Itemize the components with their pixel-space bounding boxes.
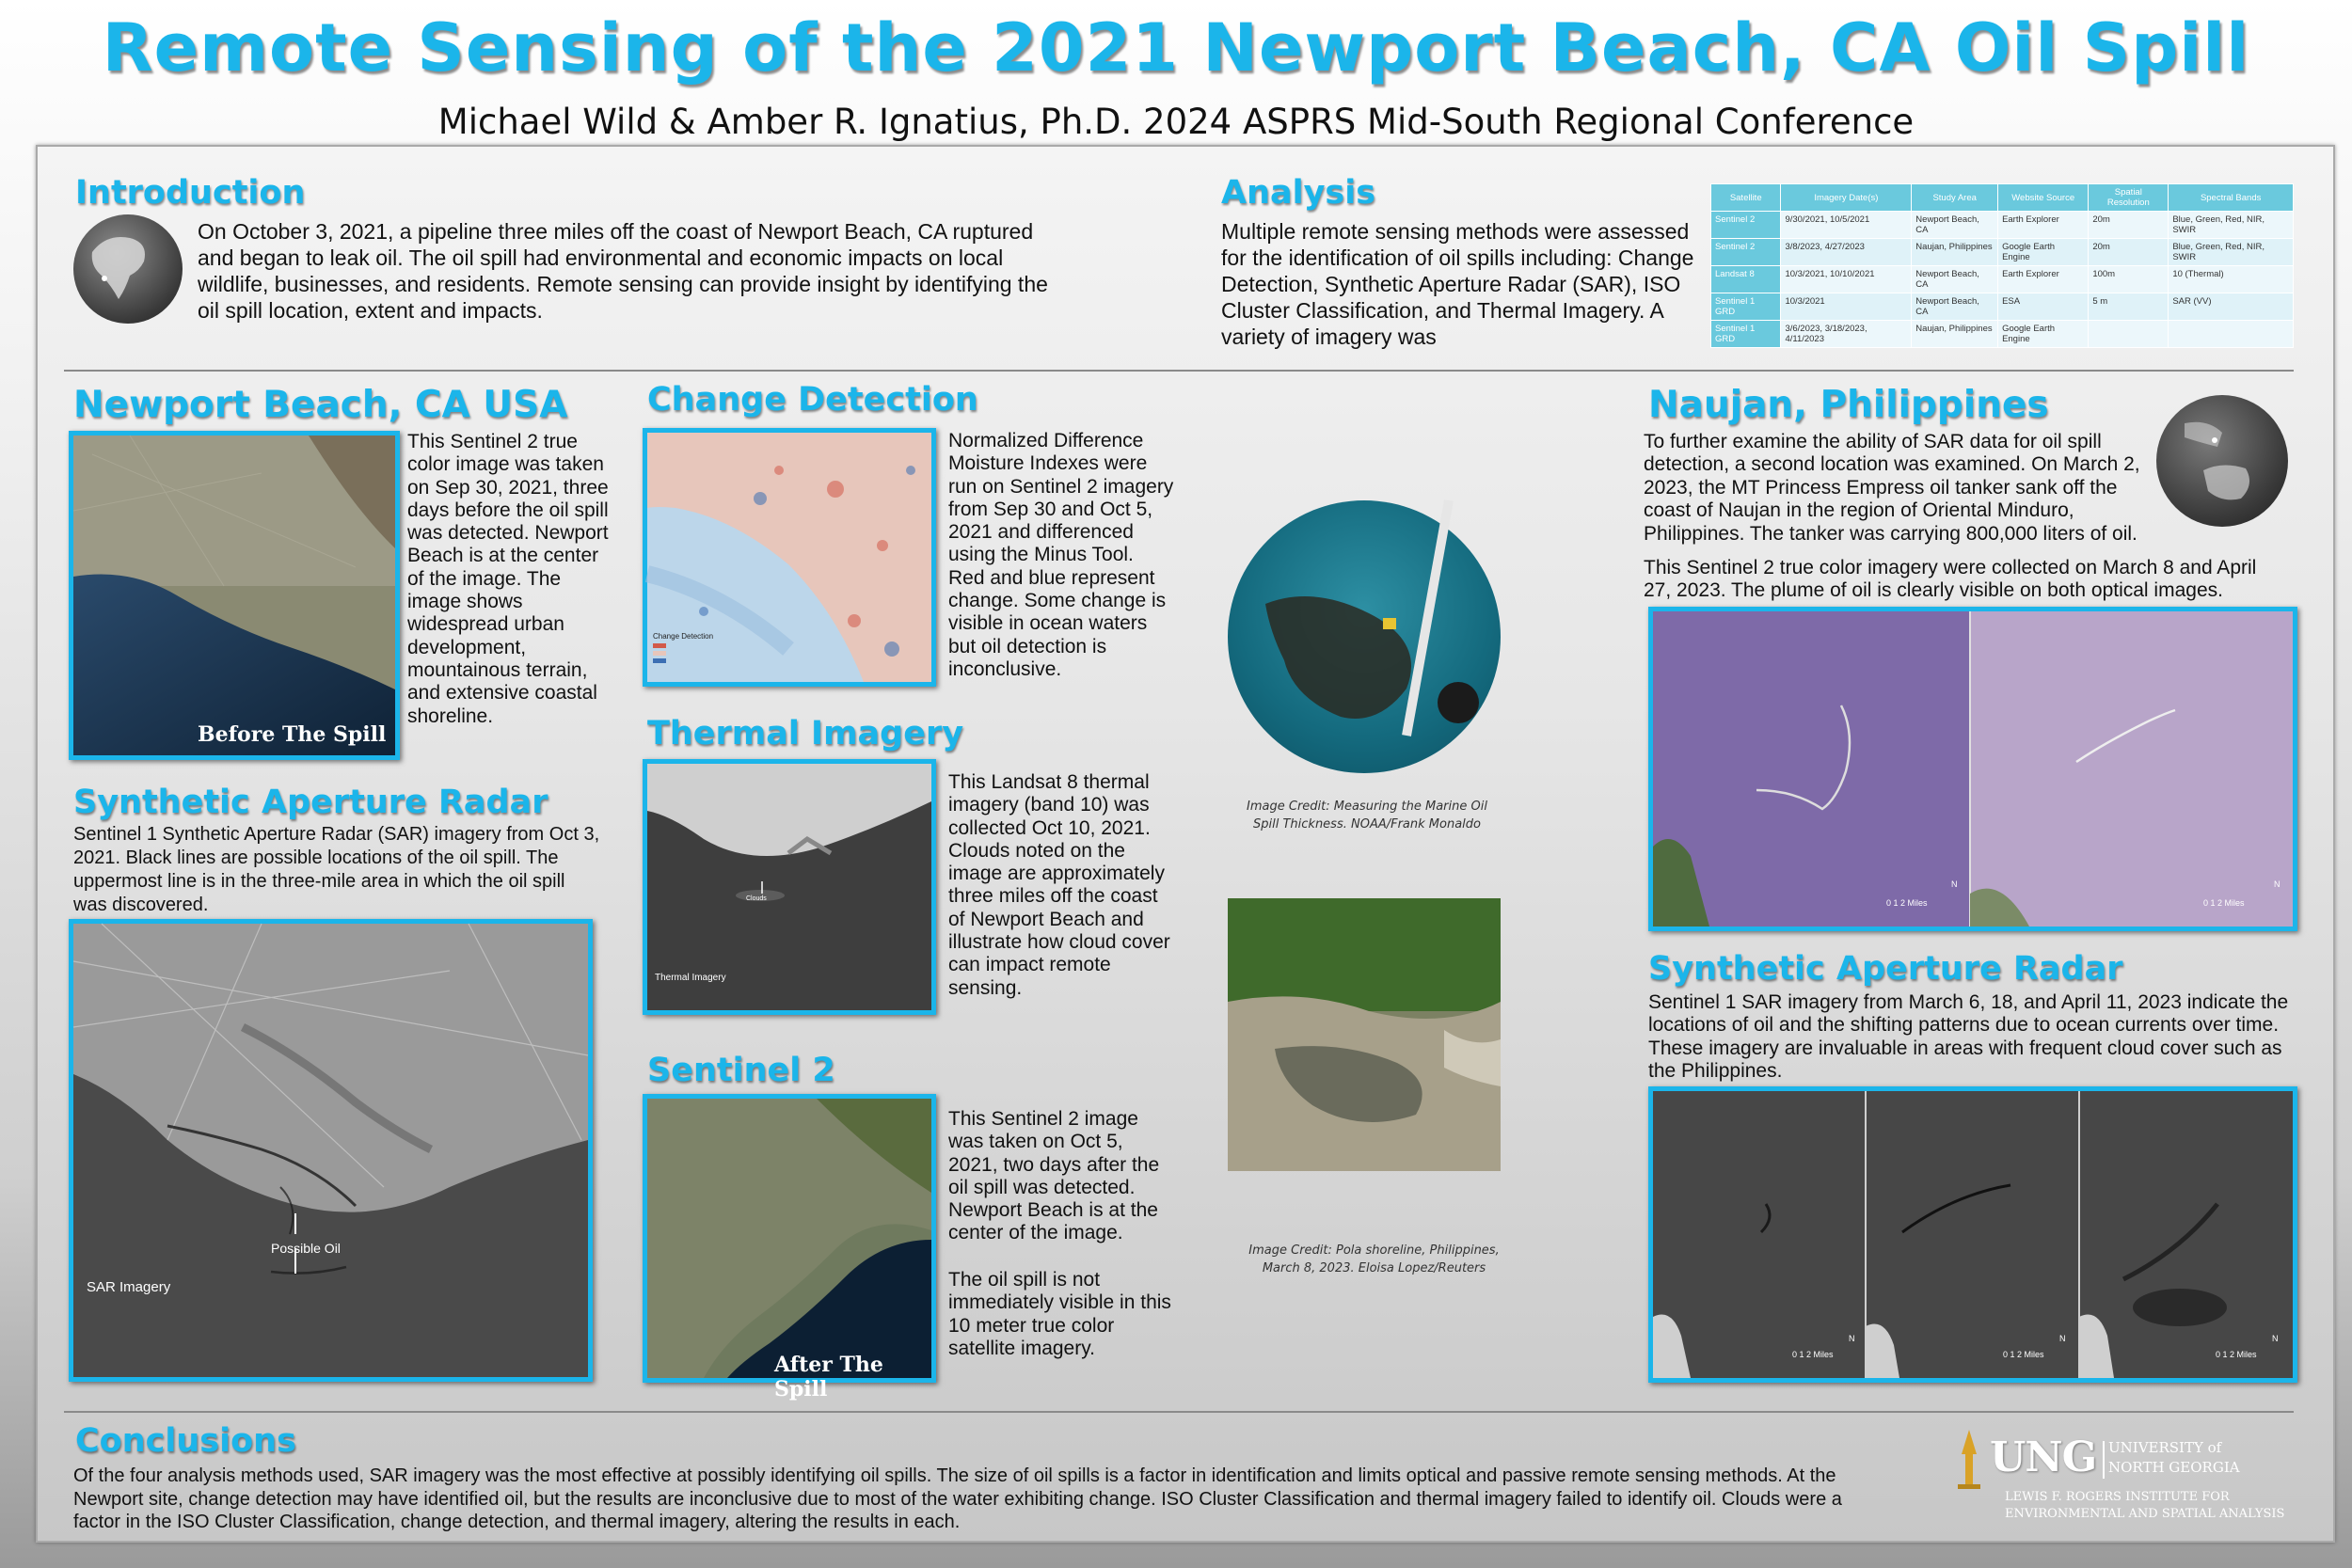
table-cell: 20m: [2089, 239, 2169, 266]
naujan-scale-2: 0 1 2 Miles: [2203, 898, 2245, 908]
sentinel2-text-2: The oil spill is not immediately visible in this 10 meter true color satellite imagery.: [948, 1269, 1171, 1359]
institute-line2: ENVIRONMENTAL AND SPATIAL ANALYSIS: [2005, 1507, 2285, 1521]
table-row: [1711, 239, 2294, 266]
sar-left-text: Sentinel 1 Synthetic Aperture Radar (SAR) imagery from Oct 3, 2021. Black lines are possible locations of the oil spill. The uppermost line is in the three-mile area in which the oil spill was discovered.: [73, 824, 600, 915]
divider-top: [64, 370, 2294, 372]
table-cell: [2169, 321, 2294, 348]
before-the-spill-label: Before The Spill: [198, 722, 387, 747]
photo-caption-2: Image Credit: Pola shoreline, Philippines, March 8, 2023. Eloisa Lopez/Reuters: [1248, 1243, 1500, 1275]
ung-univ-line2: NORTH GEORGIA: [2108, 1459, 2240, 1476]
table-header-cell: Study Area: [1912, 184, 1998, 212]
change-legend-title: Change Detection: [653, 632, 714, 641]
table-header-cell: Imagery Date(s): [1781, 184, 1912, 212]
change-detection-image: [643, 428, 936, 687]
thermal-image-label: Thermal Imagery: [655, 973, 726, 983]
logo-divider: [2103, 1441, 2105, 1479]
sar-right-north-3: N: [2272, 1334, 2279, 1343]
table-cell: Newport Beach, CA: [1912, 293, 1998, 321]
table-row: [1711, 321, 2294, 348]
table-header-cell: Spatial Resolution: [2089, 184, 2169, 212]
naujan-north-2: N: [2274, 879, 2280, 889]
sar-right-scale-1: 0 1 2 Miles: [1792, 1350, 1834, 1359]
table-cell: 20m: [2089, 212, 2169, 239]
thermal-text: This Landsat 8 thermal imagery (band 10) was collected Oct 10, 2021. Clouds noted on the image are approximately three miles off the coast of Newport Beach and illustrate how cloud cover can impact remote sensing.: [948, 771, 1170, 999]
globe-north-america: [73, 214, 183, 324]
sar-right-scale-3: 0 1 2 Miles: [2216, 1350, 2257, 1359]
table-cell: Newport Beach, CA: [1912, 266, 1998, 293]
intro-heading: Introduction: [75, 174, 306, 212]
newport-heading: Newport Beach, CA USA: [73, 384, 568, 426]
table-cell: 5 m: [2089, 293, 2169, 321]
table-cell: 3/6/2023, 3/18/2023, 4/11/2023: [1781, 321, 1912, 348]
intro-text: On October 3, 2021, a pipeline three miles off the coast of Newport Beach, CA ruptured and began to leak oil. The oil spill had environmental and economic impacts on local wildlife, businesses, and residents. Remote sensing can provide insight by identifying the oil spill location, extent and impacts.: [198, 219, 1048, 323]
sar-right-text: Sentinel 1 SAR imagery from March 6, 18, and April 11, 2023 indicate the locations of oil and the shifting patterns due to ocean currents over time. These imagery are invaluable in areas with frequent cloud cover such as the Philippines.: [1648, 991, 2289, 1083]
sentinel2-text-1: This Sentinel 2 image was taken on Oct 5, 2021, two days after the oil spill was detected. Newport Beach is at the center of the image.: [948, 1108, 1160, 1244]
sar-left-image: [69, 919, 593, 1382]
sar-right-scale-2: 0 1 2 Miles: [2003, 1350, 2044, 1359]
table-cell: 3/8/2023, 4/27/2023: [1781, 239, 1912, 266]
table-header-cell: Website Source: [1998, 184, 2089, 212]
poster-subtitle: Michael Wild & Amber R. Ignatius, Ph.D. 2024 ASPRS Mid-South Regional Conference: [437, 102, 1915, 142]
conclusions-text: Of the four analysis methods used, SAR imagery was the most effective at possibly identifying oil spills. The size of oil spills is a factor in identification and limits optical and passive remote sensing methods. At the Newport site, change detection may have identified oil, but the results are inconclusive due to most of the water exhibiting change. ISO Cluster Classification and thermal imagery failed to identify oil. Clouds were a factor in the ISO Cluster Classification, change detection, and thermal imagery, altering the results in each.: [73, 1465, 1842, 1532]
ung-logo: [1952, 1430, 2310, 1533]
analysis-text: Multiple remote sensing methods were assessed for the identification of oil spills including: Change Detection, Synthetic Aperture Radar (SAR), ISO Cluster Classification, and Thermal Imagery. A variety of imagery was: [1221, 219, 1694, 349]
table-cell: 10/3/2021, 10/10/2021: [1781, 266, 1912, 293]
change-text: Normalized Difference Moisture Indexes were run on Sentinel 2 imagery from Sep 30 and Oct 5, 2021 and differenced using the Minus Tool. Red and blue represent change. Some change is visible in ocean waters but oil detection is inconclusive.: [948, 430, 1174, 680]
analysis-table: [1710, 183, 2294, 348]
clouds-label: Clouds: [746, 895, 767, 902]
thermal-heading: Thermal Imagery: [647, 715, 964, 752]
table-cell: ESA: [1998, 293, 2089, 321]
thermal-image: [643, 759, 936, 1015]
conclusions-heading: Conclusions: [75, 1422, 296, 1460]
naujan-scale-1: 0 1 2 Miles: [1886, 898, 1928, 908]
ung-tower-icon: [1952, 1430, 1986, 1490]
naujan-north-1: N: [1951, 879, 1958, 889]
table-cell: Earth Explorer: [1998, 212, 2089, 239]
ung-univ-line1: UNIVERSITY of: [2108, 1439, 2222, 1456]
table-cell: 10 (Thermal): [2169, 266, 2294, 293]
sentinel2-heading: Sentinel 2: [647, 1052, 835, 1089]
table-cell: Naujan, Philippines: [1912, 321, 1998, 348]
poster-title: Remote Sensing of the 2021 Newport Beach, CA Oil Spill: [102, 9, 2250, 87]
sar-right-north-2: N: [2059, 1334, 2066, 1343]
newport-before-image: [69, 431, 400, 760]
table-row: [1711, 293, 2294, 321]
sar-left-heading: Synthetic Aperture Radar: [73, 784, 548, 821]
table-cell: SAR (VV): [2169, 293, 2294, 321]
table-cell: 100m: [2089, 266, 2169, 293]
naujan-text-2: This Sentinel 2 true color imagery were collected on March 8 and April 27, 2023. The plume of oil is clearly visible on both optical images.: [1644, 557, 2257, 602]
divider-bottom: [64, 1411, 2294, 1413]
shoreline-photo: [1228, 898, 1501, 1171]
table-cell: Blue, Green, Red, NIR, SWIR: [2169, 212, 2294, 239]
photo-caption-1: Image Credit: Measuring the Marine Oil Spill Thickness. NOAA/Frank Monaldo: [1247, 800, 1487, 832]
analysis-heading: Analysis: [1221, 174, 1376, 212]
sar-right-image: [1648, 1086, 2297, 1383]
naujan-text-1: To further examine the ability of SAR data for oil spill detection, a second location was examined. On March 2, 2023, the MT Princess Empress oil tanker sank off the coast of Naujan in the region of Oriental Minduro, Philippines. The tanker was carrying 800,000 liters of oil.: [1644, 431, 2140, 545]
table-cell: Sentinel 1 GRD: [1711, 321, 1781, 348]
table-cell: 10/3/2021: [1781, 293, 1912, 321]
table-cell: Naujan, Philippines: [1912, 239, 1998, 266]
after-the-spill-label: After The Spill: [774, 1353, 883, 1402]
oil-sample-photo: [1228, 500, 1501, 773]
ung-abbr: UNG: [1990, 1433, 2097, 1481]
table-cell: Earth Explorer: [1998, 266, 2089, 293]
change-heading: Change Detection: [647, 381, 978, 419]
table-row: [1711, 266, 2294, 293]
legend-swatch-neutral: [653, 651, 666, 656]
naujan-optical-image: [1648, 607, 2297, 931]
analysis-table-wrap: [1710, 183, 2294, 348]
table-cell: Landsat 8: [1711, 266, 1781, 293]
table-cell: Sentinel 2: [1711, 212, 1781, 239]
possible-oil-label: Possible Oil: [271, 1241, 341, 1256]
table-header-cell: Satellite: [1711, 184, 1781, 212]
table-header-cell: Spectral Bands: [2169, 184, 2294, 212]
table-cell: Google Earth Engine: [1998, 239, 2089, 266]
table-cell: [2089, 321, 2169, 348]
table-cell: Blue, Green, Red, NIR, SWIR: [2169, 239, 2294, 266]
legend-swatch-blue: [653, 658, 666, 663]
naujan-heading: Naujan, Philippines: [1648, 384, 2049, 426]
sentinel2-after-image: [643, 1094, 936, 1402]
table-row: [1711, 212, 2294, 239]
table-cell: Newport Beach, CA: [1912, 212, 1998, 239]
globe-asia-pacific: [2156, 395, 2288, 527]
sar-imagery-label: SAR Imagery: [87, 1279, 171, 1295]
sar-right-north-1: N: [1849, 1334, 1855, 1343]
table-cell: Sentinel 2: [1711, 239, 1781, 266]
institute-line1: LEWIS F. ROGERS INSTITUTE FOR: [2005, 1490, 2230, 1504]
table-cell: Google Earth Engine: [1998, 321, 2089, 348]
newport-text: This Sentinel 2 true color image was taken on Sep 30, 2021, three days before the oil spill was detected. Newport Beach is at the center of the image. The image shows widespread urban development, mountainous terrain, and extensive coastal shoreline.: [407, 431, 609, 727]
table-cell: 9/30/2021, 10/5/2021: [1781, 212, 1912, 239]
legend-swatch-red: [653, 643, 666, 648]
sar-right-heading: Synthetic Aperture Radar: [1648, 950, 2123, 988]
table-cell: Sentinel 1 GRD: [1711, 293, 1781, 321]
